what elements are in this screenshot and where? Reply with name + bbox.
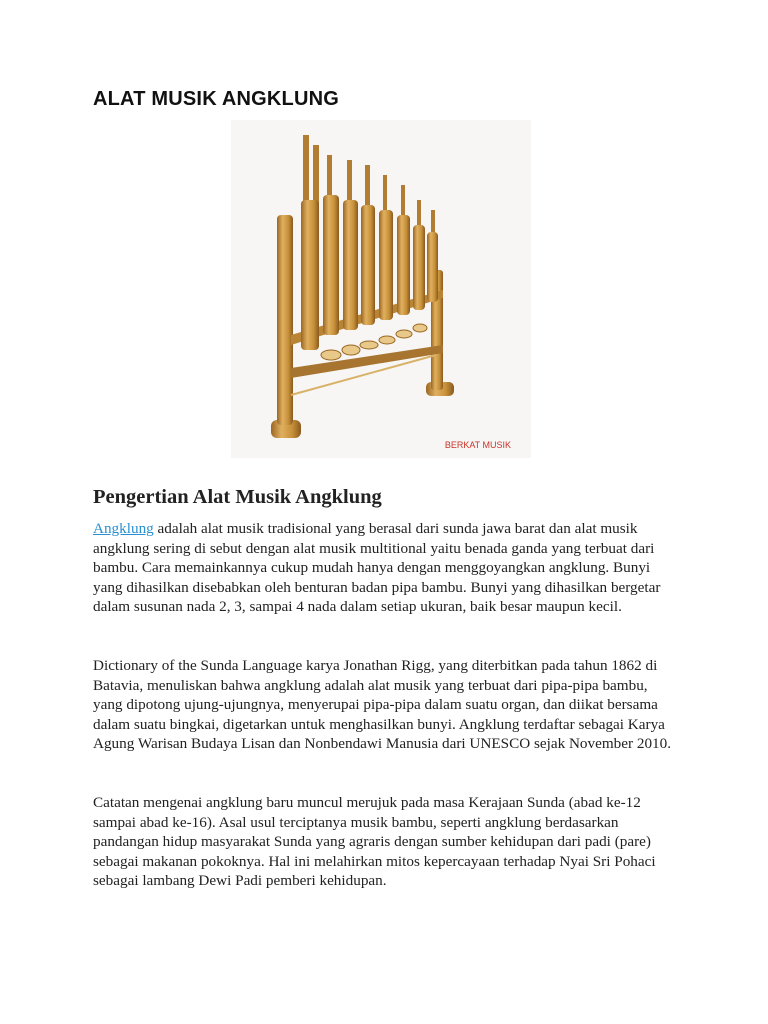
angklung-link[interactable]: Angklung: [93, 520, 154, 537]
angklung-illustration-icon: [231, 120, 531, 458]
image-watermark: BERKAT MUSIK: [444, 440, 511, 450]
paragraph-2: Dictionary of the Sunda Language karya Jonathan Rigg, yang diterbitkan pada tahun 1862 di Batavia, menuliskan bahwa angklung adalah alat musik yang terbuat dari pipa-pipa bambu, yang dipotong ujung-ujungnya, menyerupai pipa-pipa dalam suatu organ, dan diikat bersama dalam suatu bingkai, digetarkan untuk menghasilkan bunyi. Angklung terdaftar sebagai Karya Agung Warisan Budaya Lisan dan Nonbendawi Manusia dari UNESCO sejak November 2010.: [93, 657, 672, 753]
angklung-image: [231, 120, 531, 458]
page-title: ALAT MUSIK ANGKLUNG: [93, 88, 339, 110]
paragraph-1: [93, 519, 673, 617]
section-heading: Pengertian Alat Musik Angklung: [93, 486, 382, 508]
paragraph-1-text: adalah alat musik tradisional yang berasal dari sunda jawa barat dan alat musik angklung sering di sebut dengan alat musik multitional yaitu benada ganda yang terbuat dari bambu. Cara memainkannya cukup mudah hanya dengan menggoyangkan angklung. Bunyi yang dihasilkan disebabkan oleh benturan badan pipa bambu. Bunyi yang dihasilkan bergetar dalam susunan nada 2, 3, sampai 4 nada dalam setiap ukuran, baik besar maupun kecil.: [93, 520, 661, 616]
paragraph-3: Catatan mengenai angklung baru muncul merujuk pada masa Kerajaan Sunda (abad ke-12 sampai abad ke-16). Asal usul terciptanya musik bambu, seperti angklung berdasarkan pandangan hidup masyarakat Sunda yang agraris dengan sumber kehidupan dari padi (pare) sebagai makanan pokoknya. Hal ini melahirkan mitos kepercayaan terhadap Nyai Sri Pohaci sebagai lambang Dewi Padi pemberi kehidupan.: [93, 794, 656, 890]
